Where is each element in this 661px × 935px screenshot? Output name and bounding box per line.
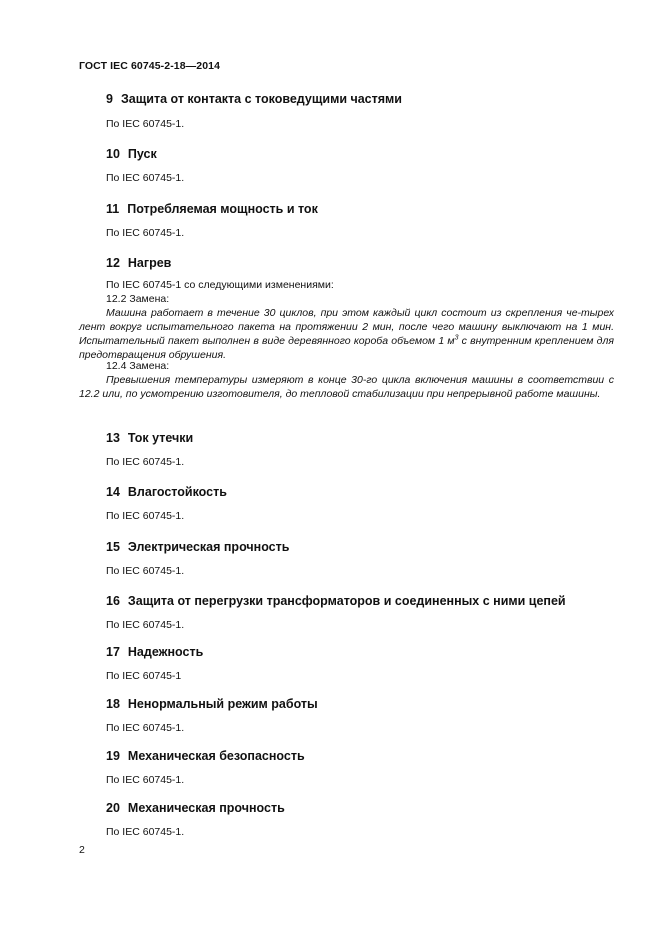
subclause-12-2-label: 12.2 Замена: xyxy=(106,293,170,305)
section-19-body: По IEC 60745-1. xyxy=(106,774,185,786)
subclause-12-2-text-a: Машина работает в течение 30 циклов, при этом каждый цикл состоит из скрепления че-тырех лент вокруг испытательного пакета на протяжении 2 мин, после чего машину выключают на 1 мин. Испытательный пакет выполнен в виде деревянного короба объемом 1 м xyxy=(79,307,614,347)
section-title: Электрическая прочность xyxy=(127,540,290,554)
section-19-heading xyxy=(106,749,305,763)
section-title: Пуск xyxy=(127,147,157,161)
section-11-heading xyxy=(106,202,318,216)
document-header: ГОСТ IEC 60745-2-18—2014 xyxy=(79,60,221,72)
section-title: Потребляемая мощность и ток xyxy=(127,202,318,216)
section-title: Ненормальный режим работы xyxy=(127,697,318,711)
section-15-heading xyxy=(106,540,289,554)
section-number: 19 xyxy=(106,749,120,763)
section-number: 16 xyxy=(106,594,120,608)
subclause-12-4-label: 12.4 Замена: xyxy=(106,360,170,372)
superscript-cubed: 3 xyxy=(454,334,459,342)
section-14-heading xyxy=(106,485,227,499)
subclause-12-4-text-body: Превышения температуры измеряют в конце 30-го цикла включения машины в соответствии с 12.2 или, по усмотрению изготовителя, до тепловой стабилизации при непрерывной работе машины. xyxy=(79,374,614,400)
section-17-heading xyxy=(106,645,203,659)
section-13-body: По IEC 60745-1. xyxy=(106,456,185,468)
section-18-heading xyxy=(106,697,318,711)
section-9-body: По IEC 60745-1. xyxy=(106,118,185,130)
page-number: 2 xyxy=(79,844,85,856)
section-number: 20 xyxy=(106,801,120,815)
section-9-heading xyxy=(106,92,402,106)
section-title: Механическая безопасность xyxy=(127,749,305,763)
section-10-heading xyxy=(106,147,157,161)
section-number: 17 xyxy=(106,645,120,659)
section-20-body: По IEC 60745-1. xyxy=(106,826,185,838)
section-number: 9 xyxy=(106,92,113,106)
section-title: Механическая прочность xyxy=(127,801,285,815)
subclause-12-2-text xyxy=(79,306,614,362)
section-18-body: По IEC 60745-1. xyxy=(106,722,185,734)
section-number: 18 xyxy=(106,697,120,711)
section-12-heading xyxy=(106,256,171,270)
section-title: Нагрев xyxy=(127,256,172,270)
section-16-heading xyxy=(106,594,566,608)
subclause-12-4-text xyxy=(79,373,614,401)
section-number: 15 xyxy=(106,540,120,554)
section-11-body: По IEC 60745-1. xyxy=(106,227,185,239)
section-number: 11 xyxy=(106,202,120,216)
section-17-body: По IEC 60745-1 xyxy=(106,670,182,682)
section-title: Надежность xyxy=(127,645,204,659)
section-number: 10 xyxy=(106,147,120,161)
section-number: 12 xyxy=(106,256,120,270)
section-title: Защита от контакта с токоведущими частями xyxy=(120,92,402,106)
section-13-heading xyxy=(106,431,193,445)
section-title: Ток утечки xyxy=(127,431,194,445)
section-10-body: По IEC 60745-1. xyxy=(106,172,185,184)
section-number: 14 xyxy=(106,485,120,499)
section-20-heading xyxy=(106,801,285,815)
section-15-body: По IEC 60745-1. xyxy=(106,565,185,577)
section-title: Влагостойкость xyxy=(127,485,227,499)
section-title: Защита от перегрузки трансформаторов и соединенных с ними цепей xyxy=(127,594,566,608)
subclause-12-2-text-b: с внутренним креплением для предотвращения обрушения. xyxy=(79,335,614,361)
section-16-body: По IEC 60745-1. xyxy=(106,619,185,631)
section-14-body: По IEC 60745-1. xyxy=(106,510,185,522)
section-number: 13 xyxy=(106,431,120,445)
section-12-body: По IEC 60745-1 со следующими изменениями: xyxy=(106,279,334,291)
